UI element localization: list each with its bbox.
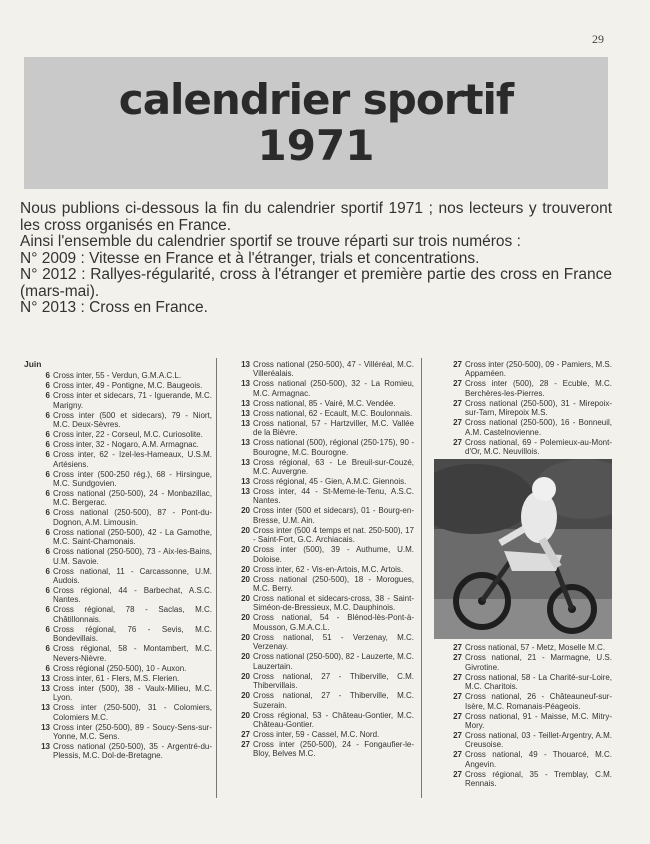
calendar-column-3 (434, 360, 612, 789)
entry-date: 27 (453, 711, 462, 721)
entry-text: Cross national, 03 - Teillet-Argentry, A.M. Creusoise. (465, 731, 612, 750)
entry-text: Cross national, 69 - Polemieux-au-Mont-d'Or, M.C. Neuvillois. (465, 437, 612, 457)
calendar-entry (22, 625, 212, 644)
entry-list (222, 360, 414, 759)
entry-date: 6 (45, 391, 50, 401)
entry-date: 6 (45, 644, 50, 654)
intro-paragraph: N° 2013 : Cross en France. (20, 299, 208, 316)
calendar-entry (222, 487, 414, 506)
entry-text: Cross national (250-500), 42 - La Gamothe, M.C. Saint-Chamonais. (53, 527, 212, 547)
entry-date: 27 (453, 750, 462, 760)
calendar-entry (22, 440, 212, 449)
entry-date: 20 (241, 652, 250, 662)
entry-text: Cross national, 62 - Ecault, M.C. Boulonnais. (253, 408, 413, 418)
entry-date: 6 (45, 450, 50, 460)
entry-date: 13 (241, 438, 250, 448)
entry-text: Cross inter, 55 - Verdun, G.M.A.C.L. (53, 371, 182, 381)
entry-text: Cross inter, 32 - Nogaro, A.M. Armagnac. (53, 440, 199, 450)
calendar-entry (222, 458, 414, 477)
entry-date: 27 (453, 379, 462, 389)
intro-paragraph: N° 2012 : Rallyes-régularité, cross à l'étranger et première partie des cross en France (mars-mai). (20, 266, 612, 300)
entry-date: 6 (45, 440, 50, 450)
calendar-entry (222, 575, 414, 594)
entry-text: Cross national, 11 - Carcassonne, U.M. Audois. (53, 566, 212, 586)
entry-date: 6 (45, 547, 50, 557)
entry-list (434, 643, 612, 788)
entry-text: Cross national (250-500), 82 - Lauzerte, M.C. Lauzertain. (253, 652, 414, 671)
entry-date: 13 (241, 408, 250, 418)
entry-text: Cross inter (500-250 rég.), 68 - Hirsingue, M.C. Sundgovien. (53, 469, 212, 489)
entry-text: Cross inter (500 4 temps et nat. 250-500), 17 - Saint-Fort, G.C. Archiacais. (253, 525, 414, 545)
entry-date: 13 (241, 487, 250, 497)
calendar-entry (434, 418, 612, 437)
calendar-entry (22, 684, 212, 703)
entry-date: 27 (241, 729, 250, 739)
calendar-entry (434, 750, 612, 769)
calendar-entry (222, 633, 414, 652)
entry-date: 6 (45, 508, 50, 518)
entry-date: 6 (45, 566, 50, 576)
calendar-entry (222, 419, 414, 438)
entry-text: Cross inter (250-500), 09 - Pamiers, M.S. Appaméen. (465, 360, 612, 379)
entry-text: Cross régional, 53 - Château-Gontier, M.C. Château-Gontier. (253, 710, 414, 729)
entry-text: Cross régional, 58 - Montambert, M.C. Nevers-Nièvre. (53, 644, 212, 663)
entry-text: Cross régional, 45 - Gien, A.M.C. Giennois. (253, 477, 407, 487)
entry-date: 13 (41, 673, 50, 683)
calendar-entry (222, 526, 414, 545)
calendar-entry (22, 723, 212, 742)
page-title-year: 1971 (257, 121, 375, 170)
calendar-entry (22, 528, 212, 547)
entry-date: 27 (453, 769, 462, 779)
calendar-entry (22, 470, 212, 489)
calendar-entry (22, 644, 212, 663)
entry-date: 27 (453, 692, 462, 702)
calendar-column-2 (222, 360, 414, 759)
entry-date: 27 (453, 418, 462, 428)
title-band (24, 57, 608, 189)
calendar-entry (222, 379, 414, 398)
entry-date: 20 (241, 671, 250, 681)
entry-date: 13 (41, 741, 50, 751)
entry-text: Cross inter (500 et sidecars), 01 - Bourg-en-Bresse, U.M. Ain. (253, 506, 414, 525)
calendar-entry (22, 586, 212, 605)
calendar-entry (22, 547, 212, 566)
entry-text: Cross national, 85 - Vairé, M.C. Vendée. (253, 398, 396, 408)
entry-date: 6 (45, 586, 50, 596)
calendar-entry (222, 399, 414, 408)
entry-text: Cross national (250-500), 35 - Argentré-du-Plessis, M.C. Dol-de-Bretagne. (53, 741, 212, 761)
entry-text: Cross national, 51 - Verzenay, M.C. Verzenay. (253, 632, 414, 652)
entry-text: Cross régional, 76 - Sevis, M.C. Bondevillais. (53, 624, 212, 644)
entry-text: Cross inter (250-500), 89 - Soucy-Sens-sur-Yonne, M.C. Sens. (53, 722, 212, 741)
entry-text: Cross national (250-500), 87 - Pont-du-Dognon, A.M. Limousin. (53, 508, 212, 527)
entry-date: 20 (241, 545, 250, 555)
entry-text: Cross inter, 61 - Flers, M.S. Flerien. (53, 673, 180, 683)
entry-date: 27 (453, 653, 462, 663)
entry-text: Cross national, 27 - Thiberville, C.M. Thibervillais. (253, 671, 414, 691)
entry-date: 13 (241, 457, 250, 467)
entry-text: Cross régional, 44 - Barbechat, A.S.C. Nantes. (53, 586, 212, 605)
entry-date: 27 (453, 672, 462, 682)
calendar-entry (22, 450, 212, 469)
entry-text: Cross national (250-500), 31 - Mirepoix-sur-Tarn, Mirepoix M.S. (465, 398, 612, 418)
calendar-entry (22, 703, 212, 722)
calendar-entry (22, 605, 212, 624)
page-number: 29 (592, 32, 604, 46)
entry-text: Cross inter (500), 28 - Ecuble, M.C. Berchères-les-Pierres. (465, 379, 612, 398)
calendar-entry (222, 565, 414, 574)
entry-date: 6 (45, 605, 50, 615)
entry-text: Cross national, 26 - Châteauneuf-sur-Isère, M.C. Romanais-Péageois. (465, 692, 612, 711)
entry-text: Cross inter, 22 - Corseul, M.C. Curiosolite. (53, 430, 203, 440)
entry-text: Cross inter (500), 39 - Authume, U.M. Doloise. (253, 545, 414, 564)
entry-text: Cross inter (250-500), 31 - Colomiers, Colomiers M.C. (53, 703, 212, 722)
entry-text: Cross national, 91 - Maisse, M.C. Mitry-Mory. (465, 711, 612, 731)
calendar-entry (434, 692, 612, 711)
column-divider (216, 358, 217, 798)
calendar-entry (222, 740, 414, 759)
calendar-entry (22, 664, 212, 673)
entry-date: 20 (241, 594, 250, 604)
entry-text: Cross inter, 44 - St-Meme-le-Tenu, A.S.C. Nantes. (253, 487, 414, 506)
entry-date: 20 (241, 506, 250, 516)
motocross-photo (434, 459, 612, 639)
entry-text: Cross national (250-500), 16 - Bonneuil, A.M. Castelnovienne. (465, 418, 612, 437)
entry-date: 27 (453, 731, 462, 741)
calendar-entry (222, 672, 414, 691)
calendar-entry (434, 643, 612, 652)
entry-text: Cross régional (250-500), 10 - Auxon. (53, 663, 187, 673)
calendar-entry (222, 360, 414, 379)
calendar-entry (22, 391, 212, 410)
calendar-entry (22, 411, 212, 430)
entry-text: Cross national, 57 - Hartzviller, M.C. Vallée de la Bièvre. (253, 418, 414, 438)
entry-text: Cross régional, 63 - Le Breuil-sur-Couzé, M.C. Auvergne. (253, 457, 414, 477)
calendar-entry (222, 545, 414, 564)
calendar-entry (22, 489, 212, 508)
calendar-entry (22, 371, 212, 380)
calendar-entry (222, 506, 414, 525)
entry-text: Cross national (250-500), 73 - Aix-les-Bains, U.M. Savoie. (53, 547, 212, 566)
intro-text (20, 201, 612, 317)
calendar-entry (434, 653, 612, 672)
entry-text: Cross national, 27 - Thiberville, M.C. Suzerain. (253, 691, 414, 710)
entry-date: 6 (45, 430, 50, 440)
entry-date: 27 (453, 398, 462, 408)
intro-paragraph: Nous publions ci-dessous la fin du calendrier sportif 1971 ; nos lecteurs y trouveront les cross organisés en France. (20, 200, 612, 234)
entry-date: 6 (45, 410, 50, 420)
entry-date: 6 (45, 489, 50, 499)
entry-date: 13 (241, 398, 250, 408)
entry-text: Cross inter, 62 - Vis-en-Artois, M.C. Artois. (253, 564, 404, 574)
calendar-entry (222, 652, 414, 671)
entry-date: 6 (45, 663, 50, 673)
entry-date: 13 (41, 722, 50, 732)
entry-date: 27 (241, 739, 250, 749)
entry-date: 13 (241, 477, 250, 487)
entry-text: Cross inter, 59 - Cassel, M.C. Nord. (253, 729, 380, 739)
entry-text: Cross national (250-500), 24 - Monbazillac, M.C. Bergerac. (53, 489, 212, 508)
entry-text: Cross inter (250-500), 24 - Fongaufier-le-Bloy, Belves M.C. (253, 739, 414, 759)
column-divider (421, 358, 422, 798)
entry-text: Cross régional, 35 - Tremblay, C.M. Rennais. (465, 769, 612, 789)
calendar-entry (222, 691, 414, 710)
calendar-entry (22, 381, 212, 390)
calendar-entry (434, 399, 612, 418)
entry-date: 27 (453, 360, 462, 369)
entry-text: Cross national, 58 - La Charité-sur-Loire, M.C. Charitois. (465, 672, 612, 692)
calendar-entry (434, 360, 612, 379)
calendar-entry (222, 477, 414, 486)
calendar-entry (22, 508, 212, 527)
entry-text: Cross inter, 49 - Pontigne, M.C. Baugeois. (53, 381, 203, 391)
entry-text: Cross national (250-500), 32 - La Romieu, M.C. Armagnac. (253, 379, 414, 398)
calendar-entry (22, 567, 212, 586)
calendar-entry (222, 438, 414, 457)
calendar-entry (222, 711, 414, 730)
entry-text: Cross national (250-500), 47 - Villéréal, M.C. Villeréalais. (253, 360, 414, 379)
entry-date: 20 (241, 574, 250, 584)
entry-date: 20 (241, 613, 250, 623)
calendar-entry (434, 770, 612, 789)
entry-date: 20 (241, 691, 250, 701)
entry-text: Cross inter (500 et sidecars), 79 - Niort, M.C. Deux-Sèvres. (53, 410, 212, 430)
month-heading: Juin (24, 359, 42, 369)
motocross-rider-image (434, 459, 612, 639)
entry-date: 13 (241, 379, 250, 389)
entry-date: 20 (241, 564, 250, 574)
calendar-entry (434, 731, 612, 750)
calendar-entry (222, 730, 414, 739)
calendar-entry (434, 379, 612, 398)
entry-date: 13 (241, 360, 250, 369)
calendar-entry (222, 594, 414, 613)
entry-date: 27 (453, 437, 462, 447)
entry-date: 20 (241, 710, 250, 720)
entry-date: 6 (45, 371, 50, 381)
calendar-entry (22, 430, 212, 439)
entry-date: 20 (241, 632, 250, 642)
entry-text: Cross national (250-500), 18 - Morogues, M.C. Berry. (253, 574, 414, 594)
calendar-entry (434, 673, 612, 692)
entry-text: Cross inter (500), 38 - Vaulx-Milieu, M.C. Lyon. (53, 683, 212, 703)
entry-list (434, 360, 612, 456)
entry-date: 13 (241, 418, 250, 428)
entry-date: 20 (241, 525, 250, 535)
entry-date: 6 (45, 381, 50, 391)
calendar-entry (434, 438, 612, 457)
intro-paragraph: Ainsi l'ensemble du calendrier sportif se trouve réparti sur trois numéros : (20, 233, 521, 250)
entry-date: 27 (453, 643, 462, 653)
entry-text: Cross national, 21 - Marmagne, U.S. Givrotine. (465, 653, 612, 672)
entry-text: Cross inter et sidecars, 71 - Iguerande, M.C. Marigny. (53, 391, 212, 410)
page-title: calendrier sportif (118, 75, 514, 124)
entry-text: Cross inter, 62 - Izel-les-Hameaux, U.S.M. Artésiens. (53, 450, 212, 469)
entry-date: 13 (41, 683, 50, 693)
entry-date: 6 (45, 624, 50, 634)
entry-text: Cross national, 57 - Metz, Moselle M.C. (465, 643, 606, 653)
calendar-entry (222, 613, 414, 632)
intro-paragraph: N° 2009 : Vitesse en France et à l'étranger, trials et concentrations. (20, 249, 480, 267)
calendar-entry (22, 742, 212, 761)
entry-list (22, 371, 212, 760)
calendar-column-1 (22, 360, 212, 761)
entry-text: Cross national, 54 - Blénod-lès-Pont-à-Mousson, G.M.A.C.L. (253, 613, 414, 632)
entry-text: Cross régional, 78 - Saclas, M.C. Châtillonnais. (53, 605, 212, 624)
entry-text: Cross national (500), régional (250-175), 90 - Bourogne, M.C. Bourogne. (253, 438, 414, 457)
entry-text: Cross national et sidecars-cross, 38 - Saint-Siméon-de-Bressieux, M.C. Dauphinois. (253, 594, 414, 613)
calendar-entry (434, 712, 612, 731)
calendar-entry (222, 409, 414, 418)
entry-text: Cross national, 49 - Thouarcé, M.C. Angevin. (465, 750, 612, 769)
calendar-entry (22, 674, 212, 683)
entry-date: 13 (41, 703, 50, 713)
entry-date: 6 (45, 527, 50, 537)
entry-date: 6 (45, 469, 50, 479)
